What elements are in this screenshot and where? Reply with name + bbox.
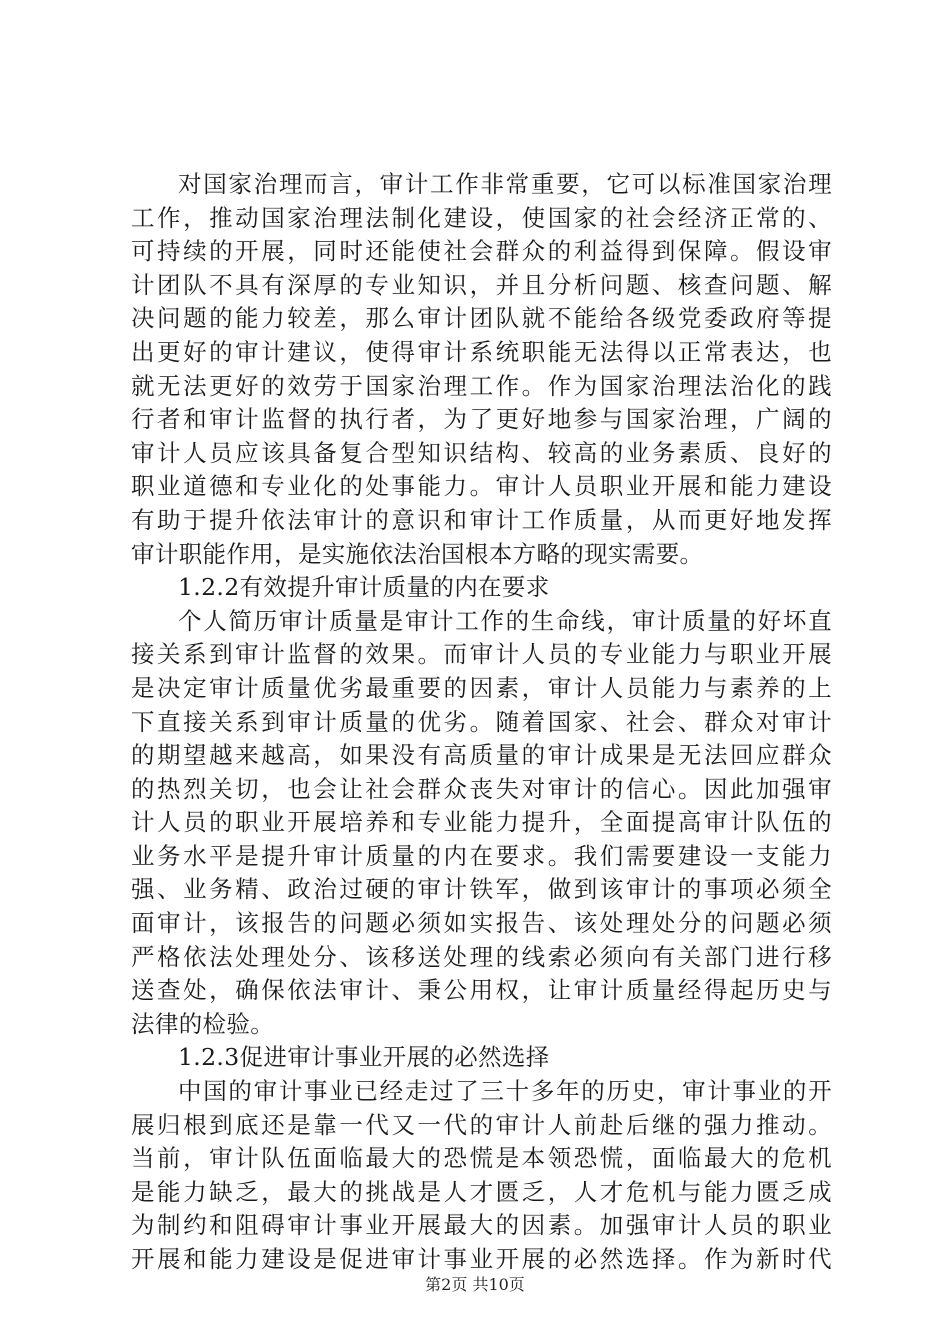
section-heading: 1.2.3促进审计事业开展的必然选择 bbox=[178, 1043, 550, 1072]
text-line: 审计人员应该具备复合型知识结构、较高的业务素质、良好的 bbox=[131, 438, 832, 467]
text-line: 接关系到审计监督的效果。而审计人员的专业能力与职业开展 bbox=[131, 640, 832, 669]
document-body bbox=[131, 168, 832, 1277]
text-line: 决问题的能力较差，那么审计团队就不能给各级党委政府等提 bbox=[131, 304, 832, 333]
text-line: 对国家治理而言，审计工作非常重要，它可以标准国家治理 bbox=[178, 170, 832, 198]
text-line: 当前，审计队伍面临最大的恐慌是本领恐慌，面临最大的危机 bbox=[131, 1144, 832, 1173]
text-line: 送查处，确保依法审计、秉公用权，让审计质量经得起历史与 bbox=[131, 976, 832, 1005]
text-line: 的热烈关切，也会让社会群众丧失对审计的信心。因此加强审 bbox=[131, 774, 832, 803]
text-line: 法律的检验。 bbox=[131, 1009, 275, 1038]
text-line: 可持续的开展，同时还能使社会群众的利益得到保障。假设审 bbox=[131, 237, 832, 266]
text-line: 的期望越来越高，如果没有高质量的审计成果是无法回应群众 bbox=[131, 741, 832, 770]
text-line: 下直接关系到审计质量的优劣。随着国家、社会、群众对审计 bbox=[131, 707, 832, 736]
text-line: 有助于提升依法审计的意识和审计工作质量，从而更好地发挥 bbox=[131, 505, 832, 534]
section-heading: 1.2.2有效提升审计质量的内在要求 bbox=[178, 573, 550, 602]
text-line: 职业道德和专业化的处事能力。审计人员职业开展和能力建设 bbox=[131, 472, 832, 501]
text-line: 计人员的职业开展培养和专业能力提升，全面提高审计队伍的 bbox=[131, 808, 832, 837]
text-line: 出更好的审计建议，使得审计系统职能无法得以正常表达，也 bbox=[131, 337, 832, 366]
text-line: 是能力缺乏，最大的挑战是人才匮乏，人才危机与能力匮乏成 bbox=[131, 1177, 832, 1206]
text-line: 强、业务精、政治过硬的审计铁军，做到该审计的事项必须全 bbox=[131, 875, 832, 904]
text-line: 工作，推动国家治理法制化建设，使国家的社会经济正常的、 bbox=[131, 203, 832, 232]
text-line: 开展和能力建设是促进审计事业开展的必然选择。作为新时代 bbox=[131, 1245, 832, 1273]
text-line: 业务水平是提升审计质量的内在要求。我们需要建设一支能力 bbox=[131, 841, 832, 870]
text-line: 严格依法处理处分、该移送处理的线索必须向有关部门进行移 bbox=[131, 942, 832, 971]
text-line: 审计职能作用，是实施依法治国根本方略的现实需要。 bbox=[131, 539, 704, 568]
text-line: 是决定审计质量优劣最重要的因素，审计人员能力与素养的上 bbox=[131, 673, 832, 702]
page-number-footer: 第2页 共10页 bbox=[425, 1275, 525, 1294]
text-line: 展归根到底还是靠一代又一代的审计人前赴后继的强力推动。 bbox=[131, 1110, 832, 1139]
text-line: 为制约和阻碍审计事业开展最大的因素。加强审计人员的职业 bbox=[131, 1211, 832, 1240]
text-line: 面审计，该报告的问题必须如实报告、该处理处分的问题必须 bbox=[131, 909, 832, 938]
text-line: 行者和审计监督的执行者，为了更好地参与国家治理，广阔的 bbox=[131, 405, 832, 434]
text-line: 计团队不具有深厚的专业知识，并且分析问题、核查问题、解 bbox=[131, 270, 832, 299]
text-line: 就无法更好的效劳于国家治理工作。作为国家治理法治化的践 bbox=[131, 371, 832, 400]
text-line: 个人简历审计质量是审计工作的生命线，审计质量的好坏直 bbox=[178, 606, 832, 635]
text-line: 中国的审计事业已经走过了三十多年的历史，审计事业的开 bbox=[178, 1077, 832, 1106]
